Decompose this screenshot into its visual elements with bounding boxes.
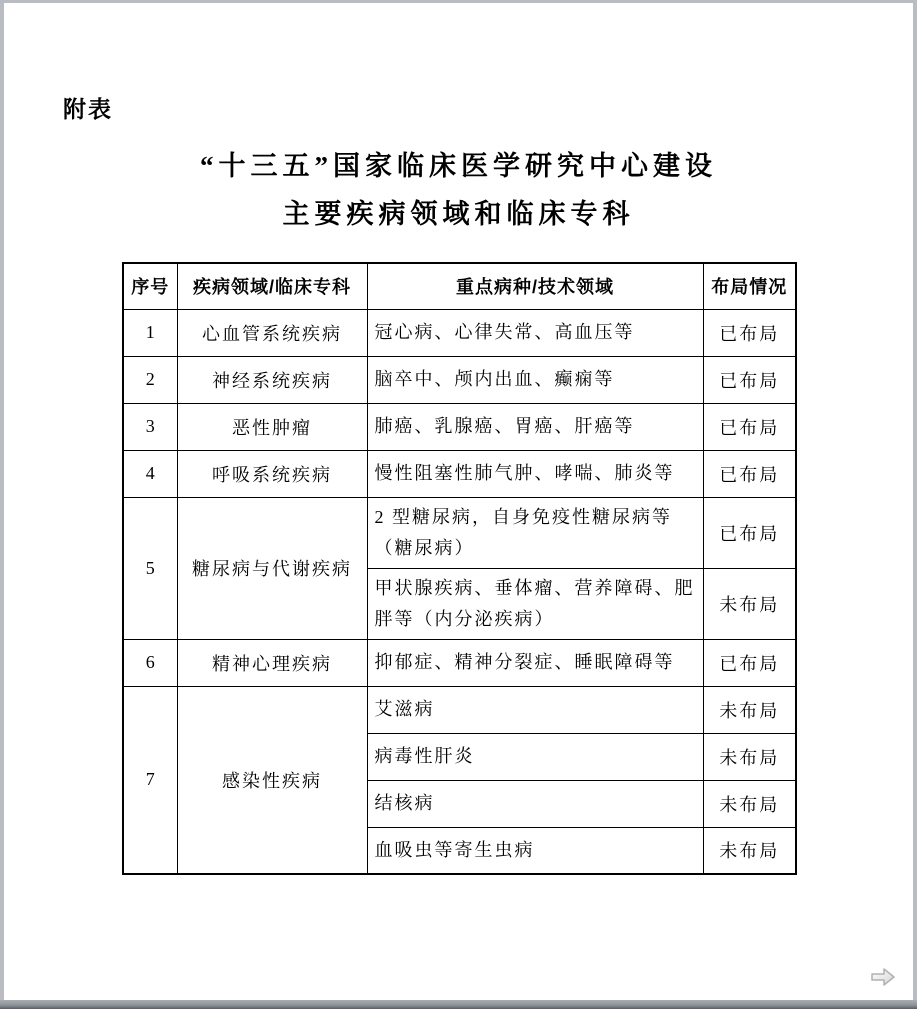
cell-no: 6: [123, 639, 177, 686]
table-row: [123, 309, 796, 356]
cell-focus: 艾滋病: [367, 686, 703, 733]
cell-area: 呼吸系统疾病: [177, 450, 367, 497]
viewer-frame-right: [913, 0, 917, 1009]
appendix-label: 附表: [63, 97, 113, 122]
cell-status: 未布局: [703, 827, 796, 874]
viewer-frame-bottom: [0, 1000, 917, 1009]
header-no: 序号: [123, 263, 177, 309]
next-page-arrow-icon[interactable]: [870, 967, 896, 987]
cell-focus: 脑卒中、颅内出血、癫痫等: [367, 356, 703, 403]
cell-focus: 慢性阻塞性肺气肿、哮喘、肺炎等: [367, 450, 703, 497]
cell-status: 已布局: [703, 450, 796, 497]
cell-status: 已布局: [703, 356, 796, 403]
cell-focus: 结核病: [367, 780, 703, 827]
cell-area: 感染性疾病: [177, 686, 367, 874]
viewer-frame-left: [0, 0, 4, 1009]
cell-focus: 抑郁症、精神分裂症、睡眠障碍等: [367, 639, 703, 686]
cell-no: 1: [123, 309, 177, 356]
cell-focus: 肺癌、乳腺癌、胃癌、肝癌等: [367, 403, 703, 450]
cell-area: 神经系统疾病: [177, 356, 367, 403]
cell-status: 未布局: [703, 733, 796, 780]
document-title-line2: 主要疾病领域和临床专科: [282, 199, 635, 229]
disease-areas-table: [122, 262, 797, 875]
cell-focus: 冠心病、心律失常、高血压等: [367, 309, 703, 356]
cell-focus: 甲状腺疾病、垂体瘤、营养障碍、肥胖等（内分泌疾病）: [367, 568, 703, 639]
cell-no: 3: [123, 403, 177, 450]
cell-no: 4: [123, 450, 177, 497]
cell-no: 5: [123, 497, 177, 639]
document-page: [4, 3, 913, 1000]
cell-status: 已布局: [703, 497, 796, 568]
cell-status: 已布局: [703, 309, 796, 356]
cell-area: 恶性肿瘤: [177, 403, 367, 450]
cell-status: 未布局: [703, 686, 796, 733]
header-status: 布局情况: [703, 263, 796, 309]
viewer-frame-top: [0, 0, 917, 3]
header-area: 疾病领域/临床专科: [177, 263, 367, 309]
cell-no: 2: [123, 356, 177, 403]
header-focus: 重点病种/技术领域: [367, 263, 703, 309]
cell-status: 未布局: [703, 780, 796, 827]
table-row: [123, 686, 796, 733]
cell-focus: 病毒性肝炎: [367, 733, 703, 780]
cell-status: 已布局: [703, 403, 796, 450]
cell-focus: 血吸虫等寄生虫病: [367, 827, 703, 874]
table-row: [123, 450, 796, 497]
document-title-line1: “十三五”国家临床医学研究中心建设: [200, 151, 717, 181]
cell-area: 精神心理疾病: [177, 639, 367, 686]
cell-no: 7: [123, 686, 177, 874]
table-row: [123, 356, 796, 403]
cell-area: 糖尿病与代谢疾病: [177, 497, 367, 639]
table-row: [123, 639, 796, 686]
cell-status: 未布局: [703, 568, 796, 639]
cell-area: 心血管系统疾病: [177, 309, 367, 356]
table-row: [123, 403, 796, 450]
table-row: [123, 497, 796, 568]
cell-status: 已布局: [703, 639, 796, 686]
table-header-row: [123, 263, 796, 309]
cell-focus: 2 型糖尿病，自身免疫性糖尿病等（糖尿病）: [367, 497, 703, 568]
